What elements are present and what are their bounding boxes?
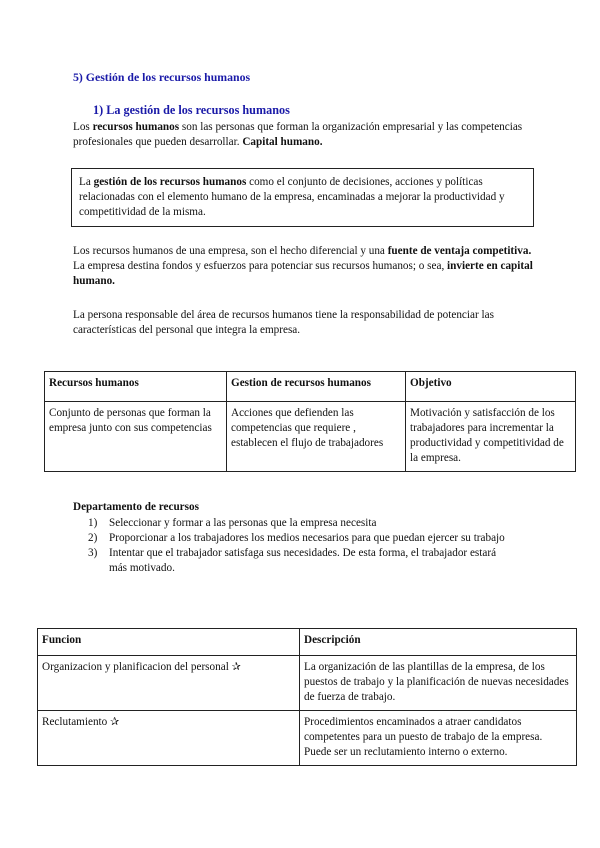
list-item: 1) Seleccionar y formar a las personas que la empresa necesita	[88, 517, 377, 529]
table-row	[38, 656, 577, 711]
department-title: Departamento de recursos	[73, 501, 199, 513]
table-header-row	[38, 629, 577, 656]
responsibility-paragraph: La persona responsable del área de recursos humanos tiene la responsabilidad de potenciar las características del personal que integra la empresa.	[73, 309, 494, 336]
table-header-cell: Objetivo	[406, 372, 576, 402]
hr-functions-table	[37, 628, 577, 766]
table-header-cell: Gestion de recursos humanos	[227, 372, 406, 402]
list-item: 2) Proporcionar a los trabajadores los medios necesarios para que puedan ejercer su trabajo	[88, 532, 505, 544]
table-cell: Conjunto de personas que forman la empresa junto con sus competencias	[45, 402, 227, 472]
table-row	[45, 402, 576, 472]
table-cell: Procedimientos encaminados a atraer candidatos competentes para un puesto de trabajo de la empresa. Puede ser un reclutamiento interno o externo.	[300, 711, 577, 766]
table-header-cell: Descripción	[300, 629, 577, 656]
table-cell: La organización de las plantillas de la empresa, de los puestos de trabajo y la planificación de nuevas necesidades de fuerza de trabajo.	[300, 656, 577, 711]
table-header-row	[45, 372, 576, 402]
competitive-advantage-paragraph: Los recursos humanos de una empresa, son el hecho diferencial y una fuente de ventaja competitiva. La empresa destina fondos y esfuerzos para potenciar sus recursos humanos; o sea, invierte en capital humano.	[73, 245, 533, 287]
table-cell: Organizacion y planificacion del personal ✰	[38, 656, 300, 711]
list-item: 3) Intentar que el trabajador satisfaga sus necesidades. De esta forma, el trabajador estará más motivado.	[88, 547, 497, 574]
table-header-cell: Funcion	[38, 629, 300, 656]
definition-box: La gestión de los recursos humanos como el conjunto de decisiones, acciones y políticas relacionadas con el elemento humano de la empresa, encaminadas a mejorar la productividad y competitividad de la misma.	[71, 168, 534, 227]
table-row	[38, 711, 577, 766]
table-cell: Motivación y satisfacción de los trabajadores para incrementar la productividad y competitividad de la empresa.	[406, 402, 576, 472]
subsection-title: 1) La gestión de los recursos humanos	[93, 103, 290, 117]
table-cell: Reclutamiento ✰	[38, 711, 300, 766]
table-cell: Acciones que defienden las competencias que requiere , establecen el flujo de trabajadores	[227, 402, 406, 472]
hr-overview-table	[44, 371, 576, 472]
intro-paragraph: Los recursos humanos son las personas que forman la organización empresarial y las competencias profesionales que pueden desarrollar. Capital humano.	[73, 121, 523, 148]
department-list	[88, 516, 513, 576]
table-header-cell: Recursos humanos	[45, 372, 227, 402]
section-title: 5) Gestión de los recursos humanos	[73, 70, 251, 84]
